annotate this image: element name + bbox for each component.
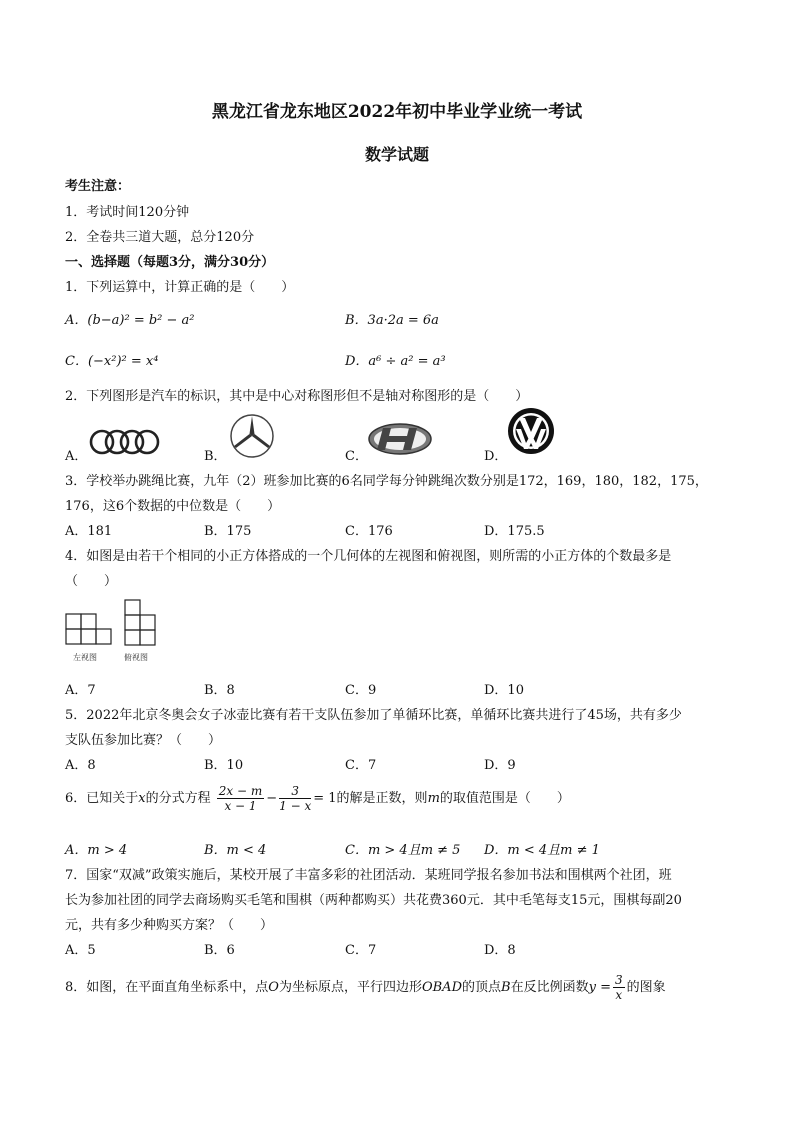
q8-den: x [615,988,623,1002]
q5-line1: 5．2022年北京冬奥会女子冰壶比赛有若干支队伍参加了单循环比赛，单循环比赛共进行了45场，共有多少 [65,708,682,723]
q8-num: 3 [614,973,623,987]
q5-option-c: C．7 [345,758,377,773]
q6-eq: = 1 [313,791,337,806]
q4-line2: （ ） [65,574,118,589]
q2-option-c: C． [345,449,368,464]
volkswagen-logo-icon [507,407,555,455]
q8-point-o: O [268,980,279,995]
mercedes-star-icon [229,413,275,459]
q6-frac2-num: 3 [279,784,311,799]
q2-stem: 2．下列图形是汽车的标识，其中是中心对称图形但不是轴对称图形的是（ ） [65,389,529,404]
q6-frac1-den: x − 1 [224,799,257,813]
exam-subtitle: 数学试题 [364,145,429,164]
q8-mid2: 的顶点 [462,980,502,995]
q7-option-d: D．8 [484,943,516,958]
q3-option-d: D．175.5 [484,524,545,539]
q7-option-c: C．7 [345,943,377,958]
q5-option-b: B．10 [204,758,244,773]
q1-stem: 1．下列运算中，计算正确的是（ ） [65,280,295,295]
left-view-caption: 左视图 [73,653,97,662]
q8-post: 的图象 [626,980,666,995]
q8-stem [65,973,666,1002]
q3-option-b: B．175 [204,524,252,539]
left-view-figure [65,613,111,645]
q4-option-d: D．10 [484,683,524,698]
q6-pre: 6．已知关于 [65,791,139,806]
q7-line2: 长为参加社团的同学去商场购买毛笔和围棋（两种都购买）共花费360元．其中毛笔每支15元，围棋每副20 [65,893,682,908]
q1-option-b: B．3a·2a = 6a [345,313,439,328]
q5-line2: 支队伍参加比赛？（ ） [65,733,222,748]
q6-minus: − [266,791,278,806]
q8-parallelogram: OBAD [421,980,462,995]
q5-option-d: D．9 [484,758,516,773]
q6-frac1-num: 2x − m [218,784,263,798]
q5-option-a: A．8 [65,758,96,773]
top-view-caption: 俯视图 [124,653,148,662]
q3-line2: 176，这6个数据的中位数是（ ） [65,499,281,514]
q6-option-c: C．m > 4且m ≠ 5 [345,843,461,858]
q1-option-a: A．(b−a)² = b² − a² [65,313,195,328]
q2-option-d: D． [484,449,508,464]
q2-option-a: A． [65,449,88,464]
top-view-figure [124,599,156,645]
section-heading: 一、选择题（每题3分，满分30分） [65,255,275,270]
q7-line1: 7．国家“双减”政策实施后，某校开展了丰富多彩的社团活动．某班同学报名参加书法和围棋两个社团，班 [65,868,672,883]
q7-option-a: A．5 [65,943,96,958]
q8-pre: 8．如图，在平面直角坐标系中，点 [65,980,269,995]
q4-option-c: C．9 [345,683,377,698]
note-item-1: 1．考试时间120分钟 [65,205,190,220]
audi-rings-icon [88,428,160,456]
q1-option-d: D．a⁶ ÷ a² = a³ [345,354,446,369]
q6-mid: 的分式方程 [145,791,211,806]
q8-y: y = [588,980,611,995]
q4-option-b: B．8 [204,683,235,698]
q6-stem [65,784,570,813]
q4-line1: 4．如图是由若干个相同的小正方体搭成的一个几何体的左视图和俯视图，则所需的小正方体的个数最多是 [65,549,672,564]
q3-option-a: A．181 [65,524,113,539]
q6-option-d: D．m < 4且m ≠ 1 [484,843,600,858]
q8-fraction [613,973,625,1002]
q6-var-m: m [427,791,440,806]
q6-post2: 的取值范围是（ ） [439,791,570,806]
q6-frac2-den: 1 − x [279,799,312,813]
q6-fraction-2 [279,784,311,813]
q7-line3: 元，共有多少种购买方案？（ ） [65,918,274,933]
q6-fraction-1 [217,784,264,813]
q8-mid1: 为坐标原点，平行四边形 [278,980,422,995]
q1-option-c: C．(−x²)² = x⁴ [65,354,159,369]
q3-option-c: C．176 [345,524,393,539]
exam-title: 黑龙江省龙东地区2022年初中毕业学业统一考试 [211,102,583,122]
notes-heading: 考生注意： [65,179,131,194]
q6-var-x: x [138,791,146,806]
q2-option-b: B． [204,449,227,464]
q3-line1: 3．学校举办跳绳比赛，九年（2）班参加比赛的6名同学每分钟跳绳次数分别是172，169，180，182，175， [65,474,708,489]
q8-point-b: B [501,980,511,995]
q6-option-b: B．m < 4 [204,843,267,858]
q6-post1: 的解是正数，则 [336,791,428,806]
note-item-2: 2．全卷共三道大题，总分120分 [65,230,255,245]
q6-option-a: A．m > 4 [65,843,128,858]
q7-option-b: B．6 [204,943,235,958]
q8-mid3: 在反比例函数 [510,980,589,995]
q4-option-a: A．7 [65,683,96,698]
hyundai-logo-icon [367,421,433,457]
